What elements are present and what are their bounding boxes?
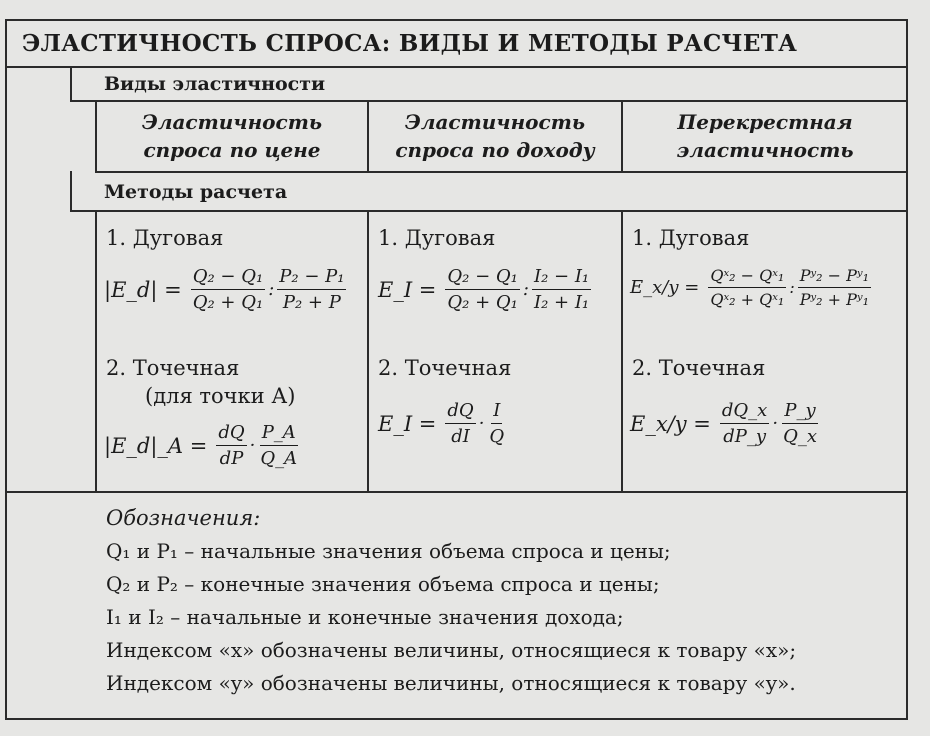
notes-line: Q₂ и P₂ – конечные значения объема спроса и цены; [106, 572, 660, 596]
divider-kinds [70, 100, 908, 102]
notes-line: Индексом «x» обозначены величины, относящиеся к товару «x»; [106, 638, 797, 662]
notes-line: I₁ и I₂ – начальные и конечные значения дохода; [106, 605, 624, 629]
income-arc-label: 1. Дуговая [378, 226, 496, 250]
formula-price-point: |E_d|_A = $\frac{dQ}{dP}$ · $\frac{P\_A}{Q\_A}$ [104, 422, 298, 469]
divider-colheads [95, 171, 908, 173]
price-point-label: 2. Точечная [106, 356, 240, 380]
col-divider-2 [621, 210, 623, 493]
notes-line: Q₁ и P₁ – начальные значения объема спроса и цены; [106, 539, 671, 563]
formula-income-point: E_I = $\frac{dQ}{dI}$ · $\frac{I}{Q}$ [378, 400, 505, 447]
formula-cross-arc: E_x/y = $\frac{\text{Qˣ₂ − Qˣ₁}}{\text{Qˣ₂ + Qˣ₁}}$ : $\frac{\text{Pʸ₂ − Pʸ₁}}{\text{Pʸ₂ + Pʸ₁}}$ [630, 266, 870, 309]
notes-title: Обозначения: [106, 506, 261, 530]
price-arc-label: 1. Дуговая [106, 226, 224, 250]
column-head-cross: Перекрестная эластичность [676, 110, 854, 162]
formula-cross-point: E_x/y = $\frac{dQ\_x}{dP\_y}$ · $\frac{P\_y}{Q\_x}$ [630, 400, 817, 447]
cross-arc-label: 1. Дуговая [632, 226, 750, 250]
indent-methods [70, 171, 72, 212]
indent-kinds [70, 66, 72, 102]
divider-notes [5, 491, 908, 493]
page-title: ЭЛАСТИЧНОСТЬ СПРОСА: ВИДЫ И МЕТОДЫ РАСЧЕТА [22, 30, 798, 57]
notes-block [106, 502, 796, 700]
divider-title [5, 66, 908, 68]
formula-income-arc: E_I = $\frac{\text{Q₂ − Q₁}}{\text{Q₂ + Q₁}}$ : $\frac{\text{I₂ − I₁}}{\text{I₂ + I₁}}$ [378, 266, 590, 313]
formula-price-arc: |E_d| = $\frac{\text{Q₂ − Q₁}}{\text{Q₂ + Q₁}}$ : $\frac{\text{P₂ − P₁}}{\text{P₂ + P}}$ [104, 266, 345, 313]
divider-methods [70, 210, 908, 212]
kinds-label: Виды эластичности [104, 73, 326, 95]
col-divider-1 [367, 210, 369, 493]
notes-line: Индексом «y» обозначены величины, относящиеся к товару «y». [106, 671, 796, 695]
methods-label: Методы расчета [104, 181, 288, 203]
price-point-note: (для точки А) [145, 384, 296, 408]
income-point-label: 2. Точечная [378, 356, 512, 380]
indent-formulas [95, 210, 97, 493]
column-head-price: Эластичность спроса по цене [141, 110, 323, 162]
cross-point-label: 2. Точечная [632, 356, 766, 380]
column-head-income: Эластичность спроса по доходу [395, 110, 595, 162]
